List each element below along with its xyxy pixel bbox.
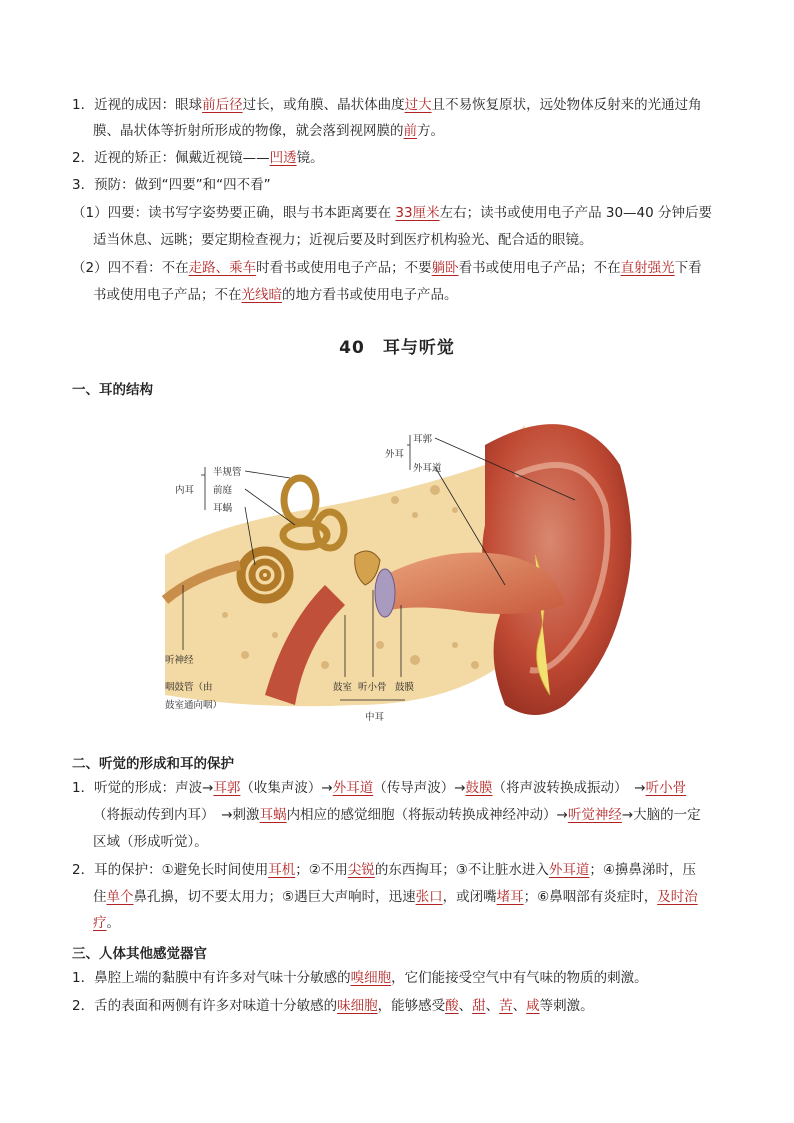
outer-ear-label: 外耳	[385, 449, 405, 460]
text: 。	[106, 915, 120, 931]
text: ，能够感受	[377, 998, 446, 1014]
eustachian-tube-label-1: 咽鼓管（由	[165, 682, 213, 693]
myopia-correction-line	[72, 145, 324, 171]
answer-blank: 直射强光	[620, 260, 675, 276]
answer-blank: 光线暗	[241, 287, 282, 303]
eustachian-tube-label-2: 鼓室通向咽）	[165, 700, 223, 711]
answer-blank: 外耳道	[332, 780, 374, 796]
answer-blank: 张口	[415, 889, 443, 905]
text: 时看书或使用电子产品；不要	[256, 260, 432, 276]
text: ，它们能接受空气中有气味的物质的刺激。	[391, 970, 648, 986]
myopia-cause-line-cont	[93, 118, 444, 144]
four-musts-line-cont: 适当休息、远眺；要定期检查视力；近视后要及时到医疗机构验光、配合适的眼镜。	[93, 232, 593, 248]
heading-other-senses: 三、人体其他感觉器官	[72, 946, 207, 962]
answer-blank: 咸	[526, 998, 540, 1014]
answer-blank: 凹透	[269, 150, 297, 166]
answer-blank: 走路、乘车	[188, 260, 257, 276]
text: 过长，或角膜、晶状体曲度	[242, 97, 405, 113]
answer-blank: 前后径	[202, 97, 243, 113]
myopia-cause-line	[72, 92, 702, 118]
pinna-label: 耳郭	[413, 434, 433, 445]
tympanic-cavity-label: 鼓室	[333, 682, 353, 693]
answer-blank: 听觉神经	[567, 807, 622, 823]
four-musts-line	[72, 200, 712, 226]
answer-blank: 苦	[499, 998, 513, 1014]
text: 的东西掏耳；③不让脏水进入	[374, 862, 549, 878]
text: 左右；读书或使用电子产品 30—40 分钟后要	[439, 205, 713, 221]
text: 住	[93, 889, 107, 905]
answer-blank: 33厘米	[395, 205, 440, 221]
ear-anatomy-figure	[155, 405, 645, 735]
eardrum-label: 鼓膜	[395, 682, 415, 693]
text: （2）四不看：不在	[72, 260, 189, 276]
answer-blank: 听小骨	[645, 780, 687, 796]
heading-ear-structure: 一、耳的结构	[72, 382, 153, 398]
text: 2．舌的表面和两侧有许多对味道十分敏感的	[72, 998, 338, 1014]
answer-blank: 外耳道	[548, 862, 590, 878]
text: 2．耳的保护：①避免长时间使用	[72, 862, 269, 878]
text: ；⑥鼻咽部有炎症时，	[523, 889, 658, 905]
eardrum-shape	[375, 569, 395, 617]
answer-blank: 嗅细胞	[350, 970, 392, 986]
prevention-line: 3．预防：做到“四要”和“四不看”	[72, 177, 271, 193]
text: 膜、晶状体等折射所形成的物像，就会落到视网膜的	[93, 123, 404, 139]
answer-blank: 过大	[404, 97, 432, 113]
ossicles-label: 听小骨	[358, 682, 387, 693]
text: （传导声波）→	[373, 780, 466, 796]
answer-blank: 酸	[445, 998, 459, 1014]
middle-ear-label: 中耳	[365, 712, 385, 723]
text: 1．鼻腔上端的黏膜中有许多对气味十分敏感的	[72, 970, 351, 986]
text: 镜。	[296, 150, 324, 166]
answer-blank: 单个	[106, 889, 134, 905]
text: 书或使用电子产品；不在	[93, 287, 242, 303]
cochlea-label: 耳蜗	[213, 503, 233, 514]
answer-blank: 鼓膜	[465, 780, 493, 796]
text: 下看	[674, 260, 702, 276]
answer-blank: 耳机	[268, 862, 296, 878]
answer-blank: 前	[403, 123, 417, 139]
text: 1．近视的成因：眼球	[72, 97, 203, 113]
answer-blank: 尖锐	[347, 862, 375, 878]
text: 的地方看书或使用电子产品。	[282, 287, 458, 303]
hearing-formation-line	[72, 775, 686, 801]
text: 等刺激。	[539, 998, 594, 1014]
ear-protection-line-2	[93, 884, 698, 910]
ear-canal-label: 外耳道	[413, 463, 442, 474]
smell-line	[72, 965, 648, 991]
text: 、	[512, 998, 527, 1014]
hearing-formation-line-2	[93, 802, 701, 828]
answer-blank: 及时治	[657, 889, 698, 905]
four-donts-line-cont	[93, 282, 458, 308]
text: ；④擤鼻涕时，压	[589, 862, 697, 878]
text: （将振动传到内耳） →刺激	[93, 807, 260, 823]
text: 看书或使用电子产品；不在	[458, 260, 621, 276]
text: →大脑的一定	[621, 807, 701, 823]
vestibule-label: 前庭	[213, 485, 233, 496]
section-title: 40 耳与听觉	[339, 338, 455, 358]
text: 1．听觉的形成：声波→	[72, 780, 214, 796]
text: 、	[485, 998, 500, 1014]
answer-blank: 疗	[93, 915, 107, 931]
text: 鼻孔擤，切不要太用力；⑤遇巨大声响时，迅速	[133, 889, 416, 905]
text: 内相应的感觉细胞（将振动转换成神经冲动）→	[286, 807, 568, 823]
ear-protection-line	[72, 857, 696, 883]
text: （1）四要：读书写字姿势要正确，眼与书本距离要在	[72, 205, 396, 221]
answer-blank: 味细胞	[337, 998, 378, 1014]
answer-blank: 耳蜗	[259, 807, 287, 823]
answer-blank: 躺卧	[431, 260, 459, 276]
text: 、	[458, 998, 473, 1014]
text: 2．近视的矫正：佩戴近视镜——	[72, 150, 270, 166]
text: （将声波转换成振动） →	[492, 780, 646, 796]
four-donts-line	[72, 255, 702, 281]
heading-hearing: 二、听觉的形成和耳的保护	[72, 756, 234, 772]
ear-protection-line-3	[93, 910, 120, 936]
answer-blank: 堵耳	[496, 889, 524, 905]
semicircular-canal-label: 半规管	[213, 467, 242, 478]
taste-line	[72, 993, 594, 1019]
text: （收集声波）→	[240, 780, 333, 796]
hearing-formation-line-3: 区域（形成听觉）。	[93, 834, 208, 850]
auditory-nerve-label: 听神经	[165, 655, 194, 666]
text: 方。	[417, 123, 444, 139]
inner-ear-label: 内耳	[175, 485, 195, 496]
text: ，或闭嘴	[442, 889, 497, 905]
text: ；②不用	[295, 862, 348, 878]
text: 且不易恢复原状，远处物体反射来的光通过角	[431, 97, 702, 113]
answer-blank: 耳郭	[213, 780, 241, 796]
answer-blank: 甜	[472, 998, 486, 1014]
